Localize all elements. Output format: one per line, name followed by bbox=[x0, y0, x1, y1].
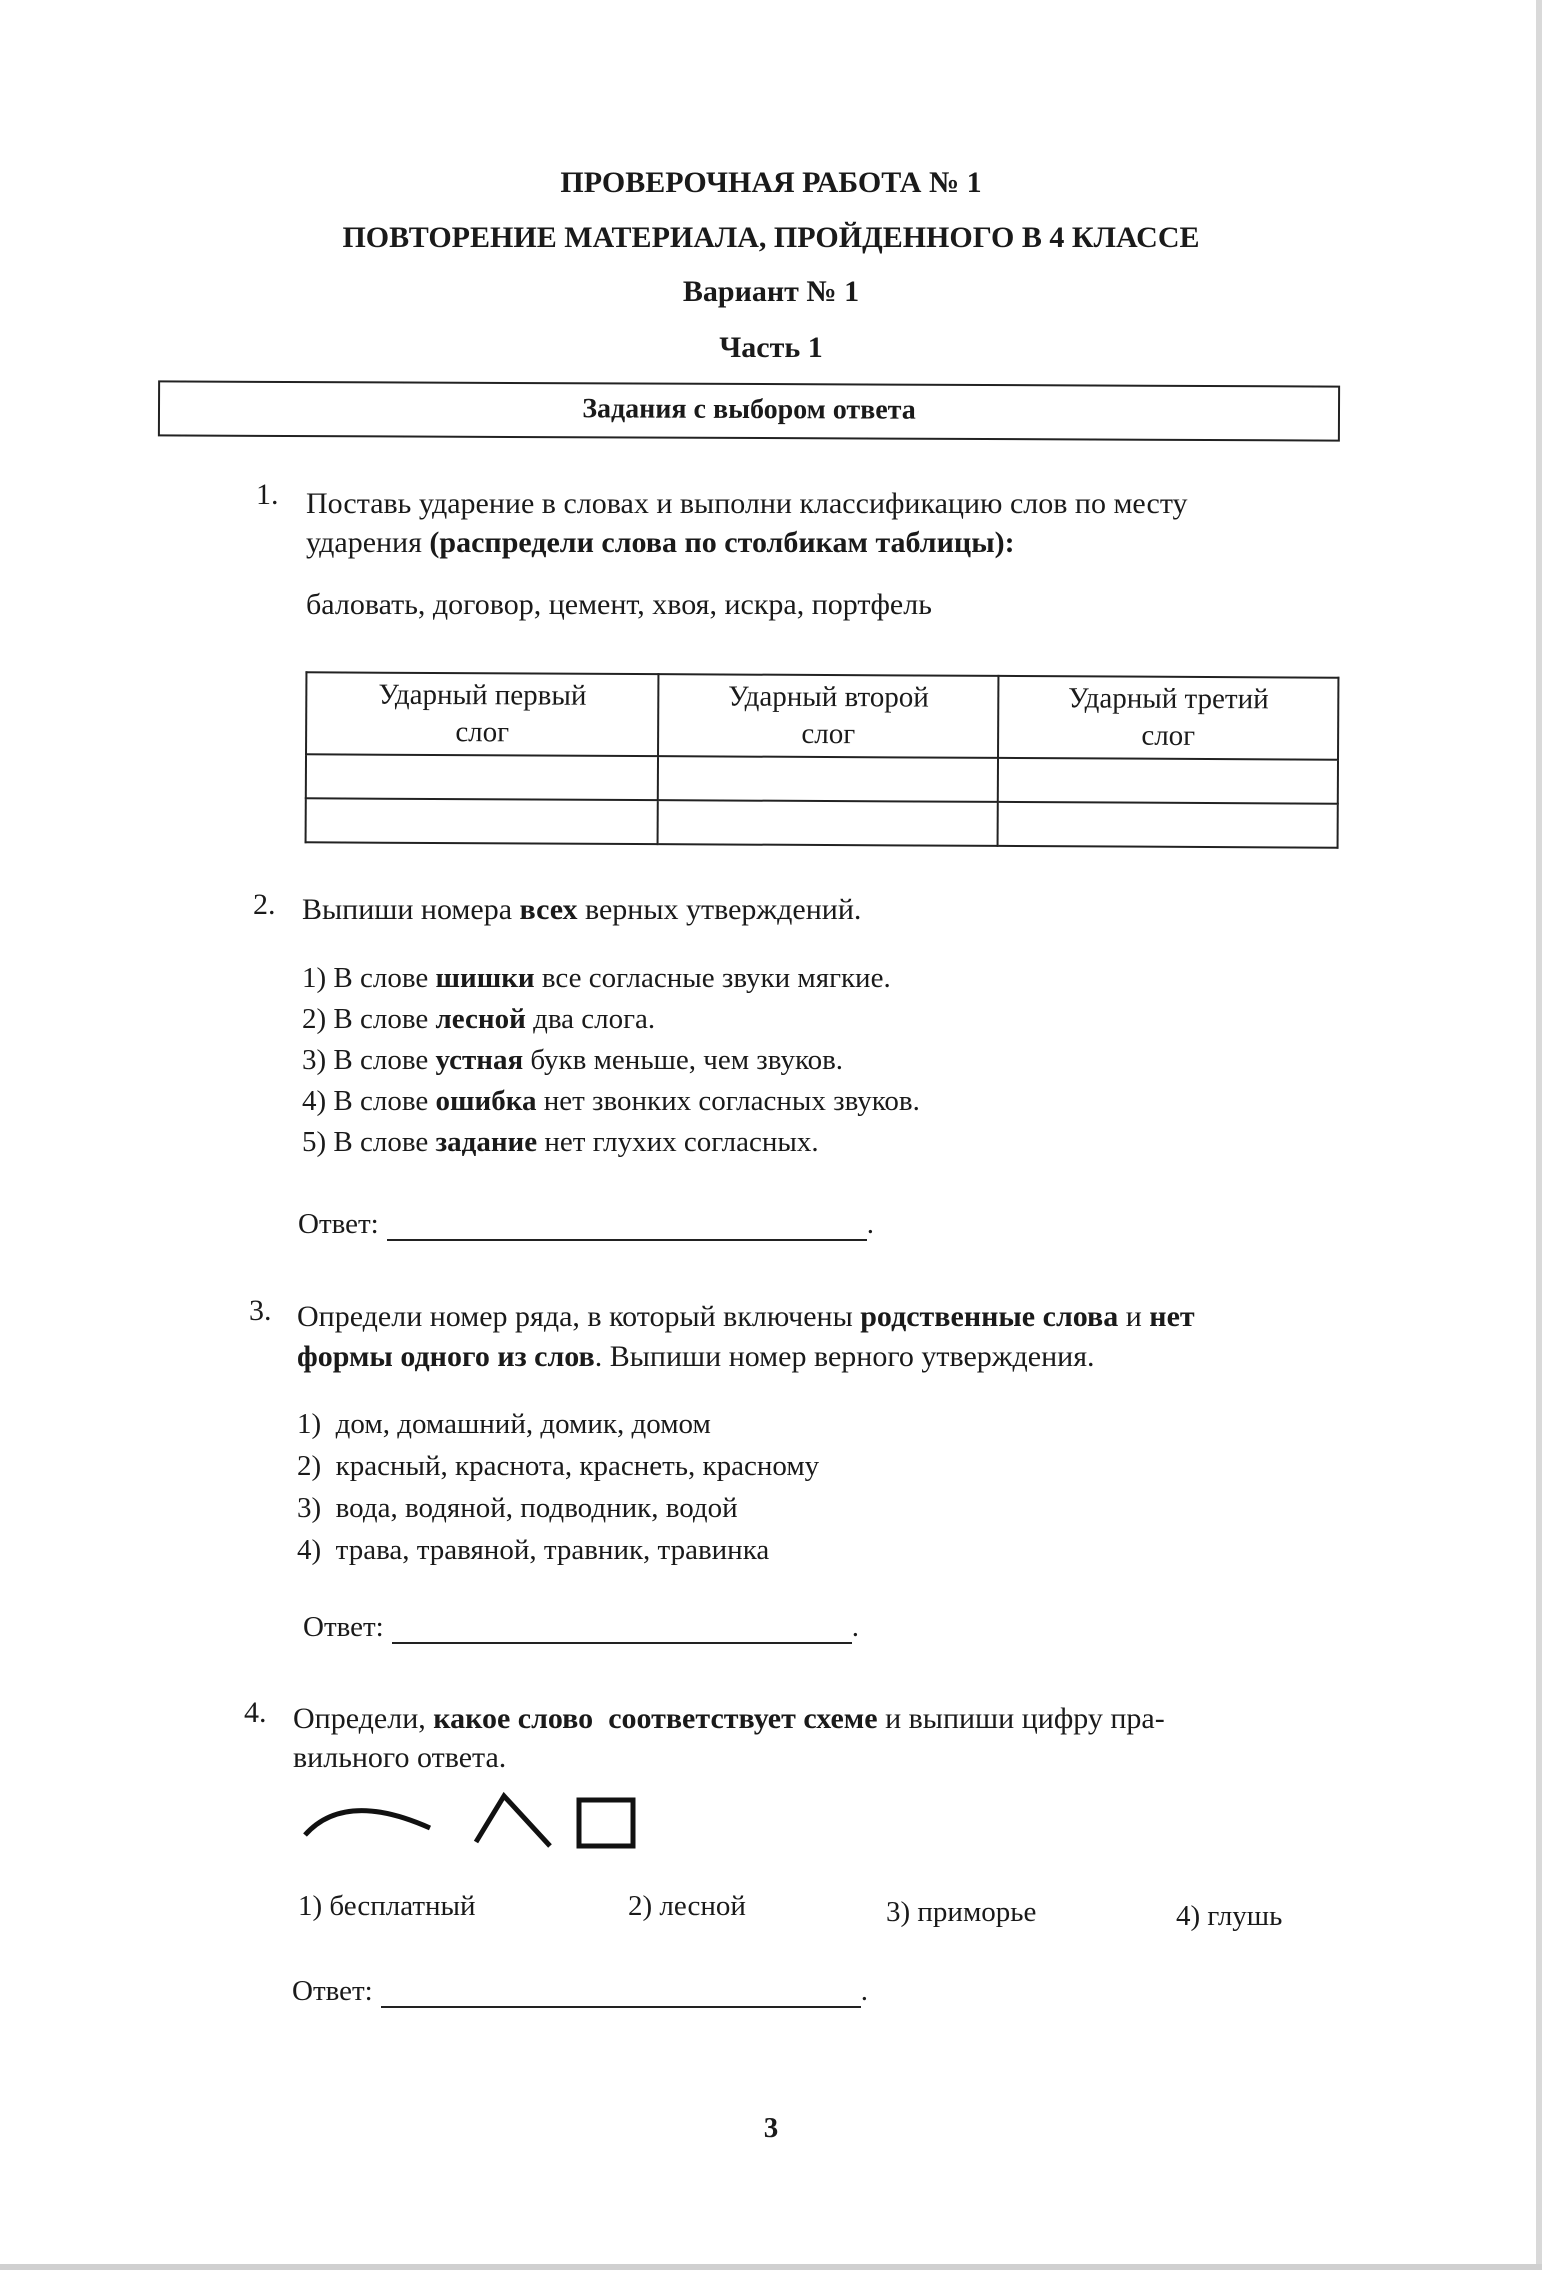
item-word: лесной bbox=[435, 1003, 526, 1035]
q3-text-bold: нет bbox=[1149, 1300, 1195, 1333]
q1-text-line1: Поставь ударение в словах и выполни классификацию слов по месту bbox=[306, 487, 1188, 520]
item-text: дом, домашний, домик, домом bbox=[335, 1408, 711, 1440]
q1-text-line2-plain: ударения bbox=[306, 526, 430, 559]
item-text: В слове bbox=[333, 1003, 436, 1035]
item-text: вода, водяной, подводник, водой bbox=[335, 1492, 738, 1524]
table-header-cell bbox=[998, 676, 1338, 760]
q4-option: 2) лесной bbox=[628, 1890, 746, 1922]
item-text: нет глухих согласных. bbox=[537, 1126, 819, 1158]
section-title: Задания с выбором ответа bbox=[582, 393, 916, 426]
item-text: букв меньше, чем звуков. bbox=[523, 1044, 844, 1076]
table-input-cell[interactable] bbox=[658, 756, 998, 802]
item-text: В слове bbox=[333, 1126, 436, 1158]
q3-text-plain: и bbox=[1118, 1300, 1150, 1333]
table-input-cell[interactable] bbox=[306, 754, 658, 800]
q4-text-line2: вильного ответа. bbox=[293, 1741, 507, 1774]
item-word: шишки bbox=[435, 962, 535, 994]
q3-text-bold: формы одного из слов bbox=[297, 1340, 595, 1373]
q2-number: 2. bbox=[253, 888, 276, 921]
list-item bbox=[302, 999, 920, 1040]
answer-period: . bbox=[860, 1975, 868, 2007]
answer-period: . bbox=[851, 1611, 859, 1643]
item-text: В слове bbox=[333, 1085, 436, 1117]
q4-text-plain: и выпиши цифру пра- bbox=[877, 1702, 1165, 1735]
list-item bbox=[302, 958, 920, 999]
item-number: 3) bbox=[297, 1492, 322, 1524]
q3-answer bbox=[303, 1611, 859, 1644]
q2-text bbox=[302, 889, 861, 931]
q4-text-bold: какое слово bbox=[433, 1702, 594, 1735]
q1-text-line2 bbox=[306, 522, 1015, 564]
table-row bbox=[306, 754, 1338, 803]
item-number: 5) bbox=[302, 1126, 327, 1158]
variant-label: Вариант № 1 bbox=[682, 275, 860, 308]
answer-line[interactable] bbox=[381, 1982, 861, 2008]
table-input-cell[interactable] bbox=[998, 802, 1338, 848]
worksheet-subtitle: ПОВТОРЕНИЕ МАТЕРИАЛА, ПРОЙДЕННОГО В 4 КЛАССЕ bbox=[342, 221, 1200, 254]
item-text: В слове bbox=[333, 1044, 436, 1076]
table-row bbox=[306, 798, 1338, 847]
q3-text-plain: Определи номер ряда, в который включены bbox=[297, 1300, 861, 1333]
section-header-box bbox=[158, 380, 1340, 441]
table-input-cell[interactable] bbox=[658, 800, 998, 846]
ending-square-icon bbox=[579, 1800, 633, 1846]
answer-label: Ответ: bbox=[298, 1208, 379, 1240]
q2-text-start: Выпиши номера bbox=[302, 893, 520, 926]
q1-number: 1. bbox=[256, 478, 279, 511]
q4-text-bold: соответствует схеме bbox=[608, 1702, 878, 1735]
q3-text-bold: родственные слова bbox=[860, 1300, 1119, 1333]
item-text: все согласные звуки мягкие. bbox=[534, 962, 891, 994]
scan-edge-bottom bbox=[0, 2264, 1542, 2270]
q2-answer bbox=[298, 1208, 874, 1241]
suffix-caret-icon bbox=[476, 1796, 550, 1846]
item-number: 2) bbox=[297, 1450, 322, 1482]
item-text: В слове bbox=[333, 962, 436, 994]
q3-number: 3. bbox=[249, 1294, 272, 1327]
q4-option: 4) глушь bbox=[1176, 1900, 1283, 1932]
q4-option: 3) приморье bbox=[886, 1896, 1037, 1928]
header-cell-line1: Ударный третий bbox=[1068, 682, 1269, 716]
header-cell-line2: слог bbox=[801, 717, 856, 751]
part-label: Часть 1 bbox=[719, 331, 823, 364]
word-scheme-diagram bbox=[300, 1780, 650, 1860]
page-number: 3 bbox=[763, 2112, 779, 2144]
answer-period: . bbox=[866, 1208, 874, 1240]
item-word: устная bbox=[435, 1044, 524, 1076]
list-item bbox=[302, 1122, 920, 1163]
q3-text-line1 bbox=[297, 1296, 1195, 1338]
q4-text-plain bbox=[593, 1702, 608, 1735]
answer-line[interactable] bbox=[392, 1618, 852, 1644]
answer-label: Ответ: bbox=[303, 1611, 384, 1643]
item-number: 1) bbox=[302, 962, 327, 994]
q1-text-line2-bold: (распредели слова по столбикам таблицы): bbox=[429, 526, 1015, 559]
table-input-cell[interactable] bbox=[306, 798, 658, 844]
item-text: красный, краснота, краснеть, красному bbox=[335, 1450, 820, 1482]
table-input-cell[interactable] bbox=[998, 758, 1338, 804]
header-cell-line1: Ударный первый bbox=[378, 678, 587, 712]
table-header-row bbox=[306, 672, 1338, 759]
table-header-cell bbox=[658, 674, 998, 758]
q4-answer bbox=[292, 1975, 868, 2008]
table-header-cell bbox=[306, 672, 659, 756]
list-item bbox=[297, 1487, 819, 1529]
item-number: 2) bbox=[302, 1003, 327, 1035]
item-word: ошибка bbox=[435, 1085, 537, 1117]
q2-text-end: верных утверждений. bbox=[577, 893, 862, 926]
q2-statement-list bbox=[302, 958, 920, 1163]
q3-text-line2 bbox=[297, 1336, 1095, 1378]
list-item bbox=[302, 1040, 920, 1081]
item-text: два слога. bbox=[525, 1003, 656, 1035]
q4-text-plain: Определи, bbox=[293, 1702, 434, 1735]
answer-label: Ответ: bbox=[292, 1975, 373, 2007]
q3-text-plain: . Выпиши номер верного утверждения. bbox=[594, 1340, 1095, 1373]
list-item bbox=[297, 1403, 819, 1445]
header-cell-line2: слог bbox=[455, 716, 510, 749]
header-cell-line1: Ударный второй bbox=[728, 680, 929, 714]
item-text: нет звонких согласных звуков. bbox=[536, 1085, 920, 1117]
answer-line[interactable] bbox=[387, 1215, 867, 1241]
q2-text-bold: всех bbox=[519, 893, 578, 926]
q1-word-list: баловать, договор, цемент, хвоя, искра, портфель bbox=[306, 588, 932, 621]
item-number: 1) bbox=[297, 1408, 322, 1440]
q4-number: 4. bbox=[244, 1696, 267, 1729]
root-arc-icon bbox=[305, 1811, 430, 1835]
worksheet-title: ПРОВЕРОЧНАЯ РАБОТА № 1 bbox=[560, 166, 982, 199]
stress-classification-table bbox=[305, 671, 1340, 848]
list-item bbox=[297, 1445, 819, 1487]
q4-text-line1 bbox=[293, 1698, 1165, 1740]
list-item bbox=[302, 1081, 920, 1122]
q3-option-list bbox=[297, 1403, 819, 1571]
item-word: задание bbox=[435, 1126, 538, 1158]
list-item bbox=[297, 1529, 819, 1571]
item-number: 3) bbox=[302, 1044, 327, 1076]
item-text: трава, травяной, травник, травинка bbox=[335, 1534, 770, 1566]
q4-option: 1) бесплатный bbox=[298, 1890, 476, 1922]
item-number: 4) bbox=[297, 1534, 322, 1566]
item-number: 4) bbox=[302, 1085, 327, 1117]
header-cell-line2: слог bbox=[1141, 719, 1196, 752]
